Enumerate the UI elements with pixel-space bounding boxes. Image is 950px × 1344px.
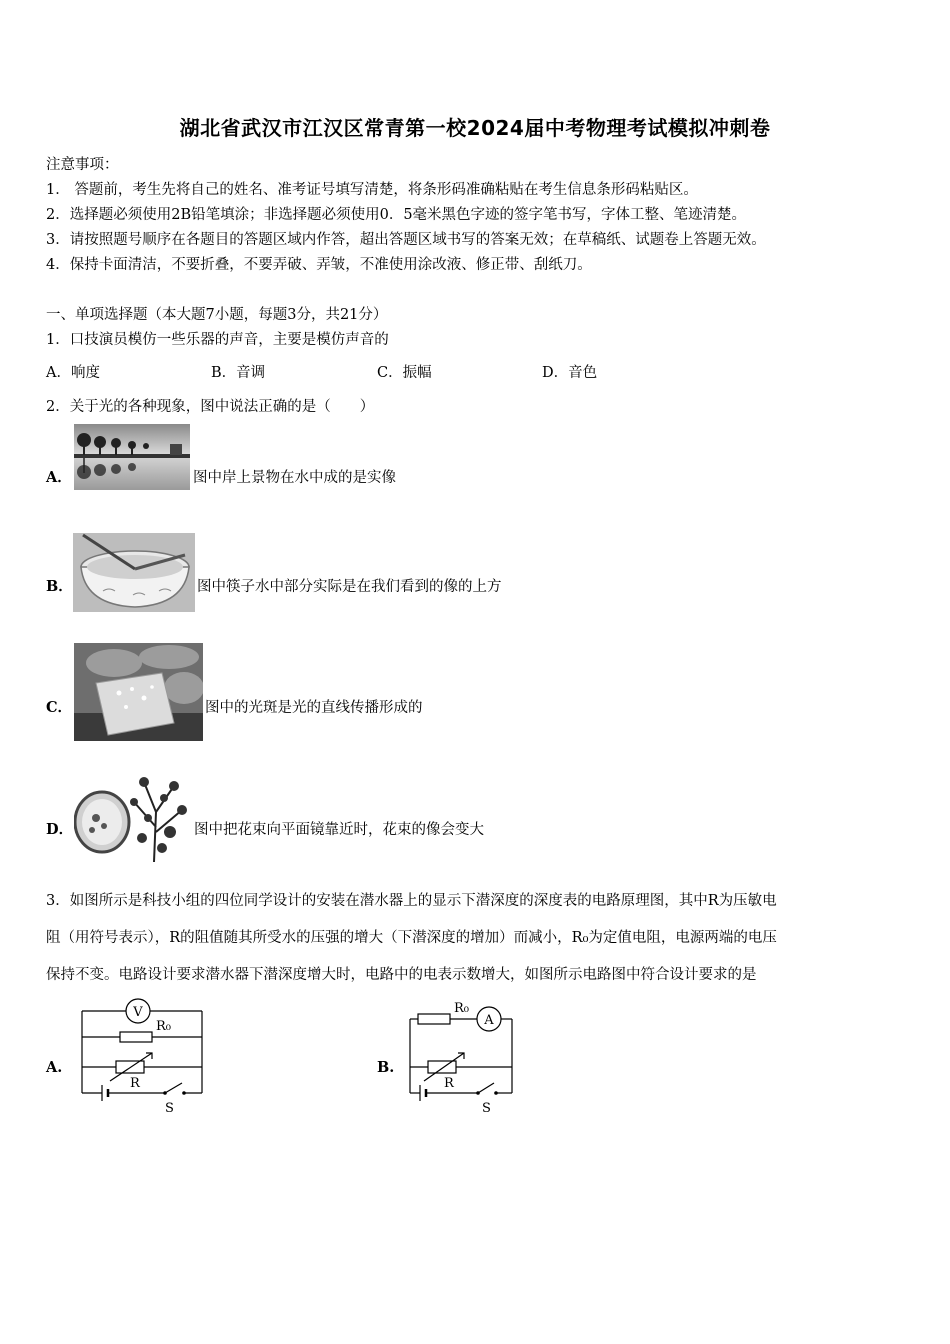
r-label: R <box>130 1076 140 1091</box>
q2-option-c-label: C． <box>46 699 73 716</box>
mirror-flower-photo <box>74 772 192 864</box>
q2-option-b-text: 图中筷子水中部分实际是在我们看到的像的上方 <box>197 579 502 595</box>
circuit-diagram-a <box>70 995 215 1120</box>
question-3-line: 3．如图所示是科技小组的四位同学设计的安装在潜水器上的显示下潜深度的深度表的电路原理图，其中R为压敏电 <box>46 893 777 909</box>
r0-label: R₀ <box>156 1019 171 1034</box>
notice-item: 1． 答题前，考生先将自己的姓名、准考证号填写清楚，将条形码准确粘贴在考生信息条形码粘贴区。 <box>46 182 698 198</box>
circuit-diagram-b <box>398 995 523 1120</box>
r0-label: R₀ <box>454 1001 469 1016</box>
reflection-photo <box>74 424 190 490</box>
s-label: S <box>482 1101 491 1116</box>
question-2-stem: 2．关于光的各种现象，图中说法正确的是（ ） <box>46 399 375 415</box>
q3-option-b-label: B. <box>377 1059 395 1076</box>
r-label: R <box>444 1076 454 1091</box>
q3-option-a-label: A. <box>46 1059 63 1076</box>
question-3-line: 保持不变。电路设计要求潜水器下潜深度增大时，电路中的电表示数增大，如图所示电路图中符合设计要求的是 <box>46 967 757 983</box>
q1-option-a: A．响度 <box>46 365 100 381</box>
bowl-chopstick-photo <box>73 533 195 612</box>
meter-label: A <box>484 1013 494 1028</box>
q2-option-d-label: D． <box>46 821 74 838</box>
question-3-line: 阻（用符号表示），R的阻值随其所受水的压强的增大（下潜深度的增加）而减小，R₀为定值电阻，电源两端的电压 <box>46 930 777 946</box>
page-title: 湖北省武汉市江汉区常青第一校2024届中考物理考试模拟冲刺卷 <box>179 116 771 140</box>
section-heading: 一、单项选择题（本大题7小题，每题3分，共21分） <box>46 307 388 323</box>
q2-option-a-label: A． <box>46 469 72 486</box>
q2-option-b-label: B． <box>46 578 73 595</box>
notice-item: 3．请按照题号顺序在各题目的答题区域内作答，超出答题区域书写的答案无效；在草稿纸、试题卷上答题无效。 <box>46 232 766 248</box>
q2-option-a-text: 图中岸上景物在水中成的是实像 <box>193 470 396 486</box>
q1-option-d: D．音色 <box>542 365 598 381</box>
q2-option-c-text: 图中的光斑是光的直线传播形成的 <box>205 700 423 716</box>
q1-option-c: C．振幅 <box>377 365 432 381</box>
s-label: S <box>165 1101 174 1116</box>
q2-option-d-text: 图中把花束向平面镜靠近时，花束的像会变大 <box>194 822 484 838</box>
notice-item: 2．选择题必须使用2B铅笔填涂；非选择题必须使用0．5毫米黑色字迹的签字笔书写，字体工整、笔迹清楚。 <box>46 207 747 223</box>
notice-item: 4．保持卡面清洁，不要折叠，不要弄破、弄皱，不准使用涂改液、修正带、刮纸刀。 <box>46 257 592 273</box>
meter-label: V <box>133 1005 143 1020</box>
q1-option-b: B．音调 <box>211 365 266 381</box>
question-1-stem: 1．口技演员模仿一些乐器的声音，主要是模仿声音的 <box>46 332 389 348</box>
light-spot-photo <box>74 643 203 741</box>
notice-heading: 注意事项： <box>46 157 119 173</box>
